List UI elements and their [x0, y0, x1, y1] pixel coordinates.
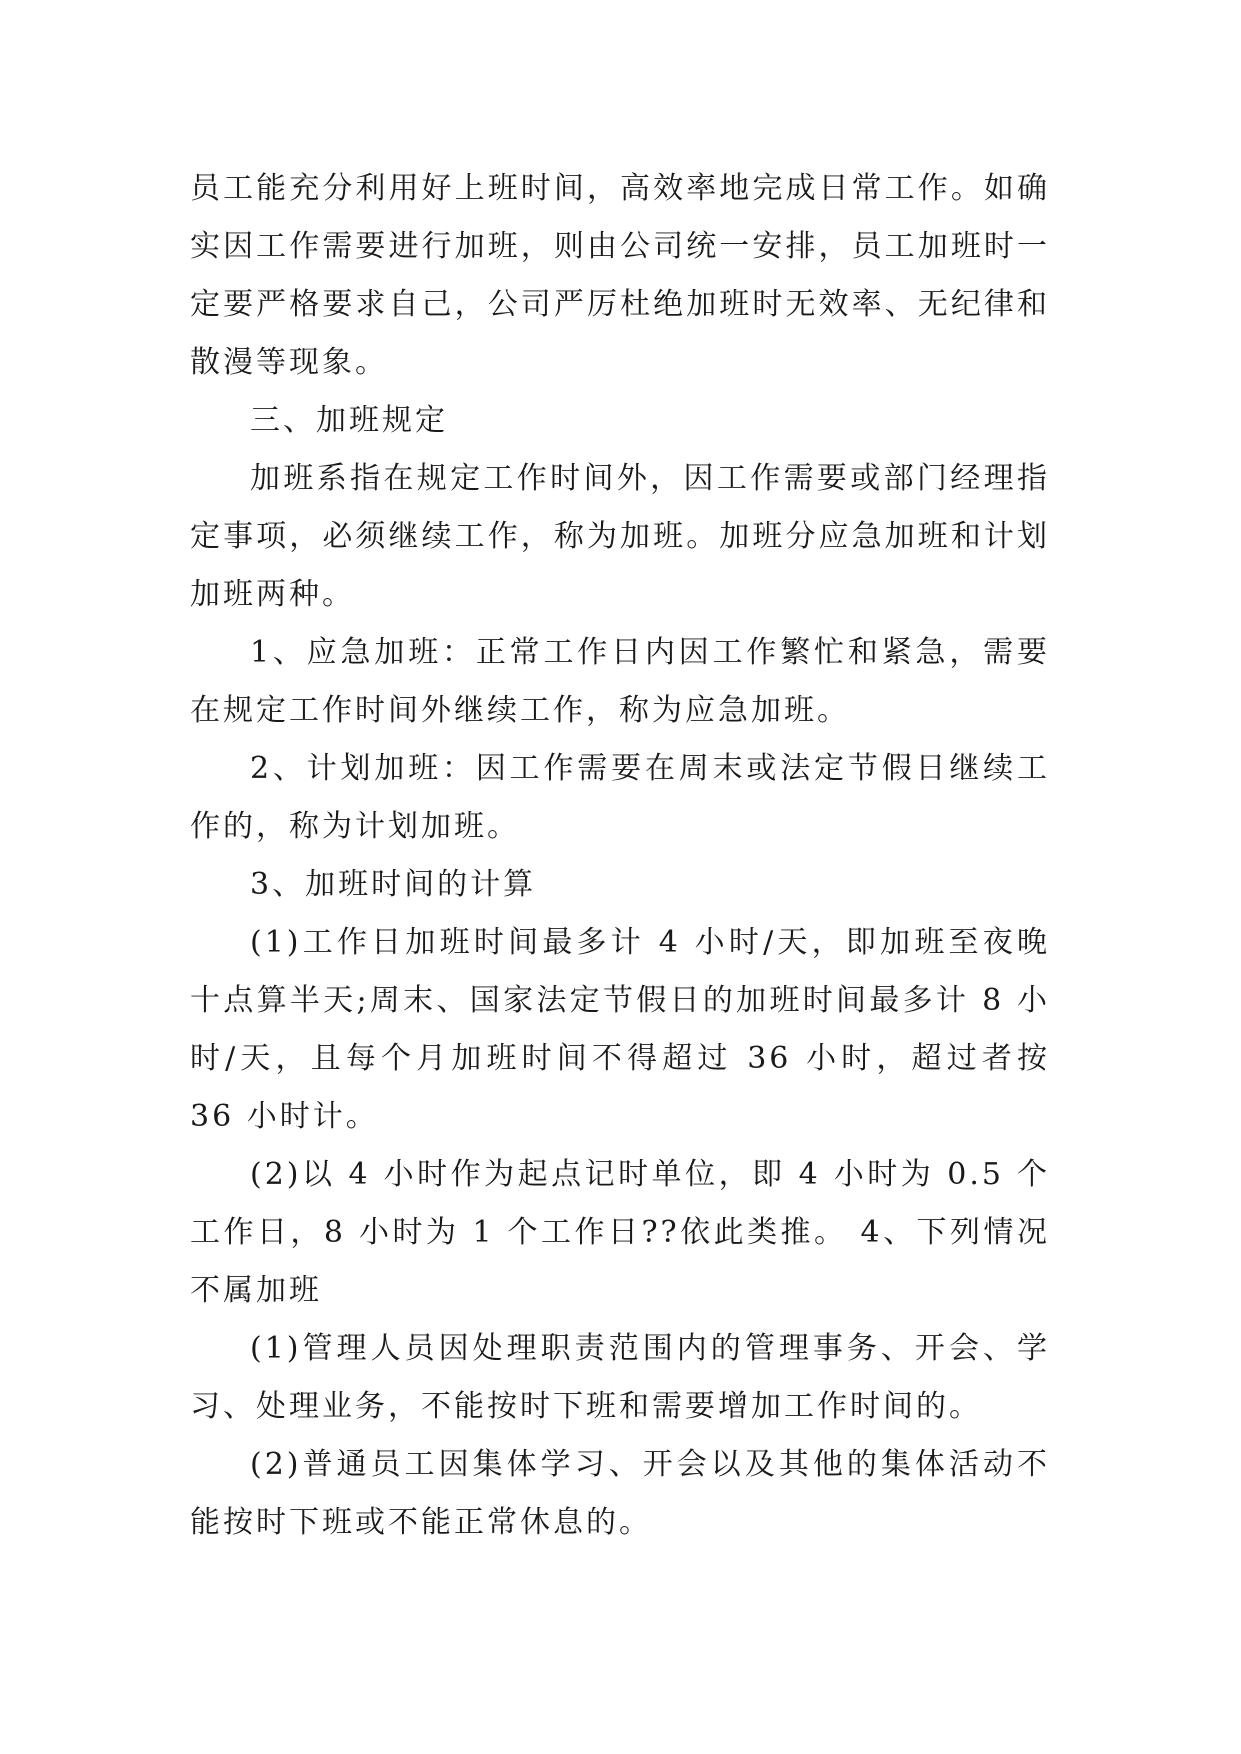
section-heading-overtime-rules: 三、加班规定 — [250, 403, 448, 438]
document-body — [190, 160, 1050, 1552]
paragraph-continuation: 员工能充分利用好上班时间，高效率地完成日常工作。如确实因工作需要进行加班，则由公司统一安排，员工加班时一定要严格要求自己，公司严厉杜绝加班时无效率、无纪律和散漫等现象。 — [190, 171, 1050, 380]
paragraph-exclusion-1: (1)管理人员因处理职责范围内的管理事务、开会、学习、处理业务，不能按时下班和需要增加工作时间的。 — [190, 1331, 1050, 1424]
paragraph-exclusion-2: (2)普通员工因集体学习、开会以及其他的集体活动不能按时下班或不能正常休息的。 — [190, 1447, 1050, 1540]
paragraph-calculation-rule-1: (1)工作日加班时间最多计 4 小时/天，即加班至夜晚十点算半天;周末、国家法定节假日的加班时间最多计 8 小时/天，且每个月加班时间不得超过 36 小时，超过者按 36 小时计。 — [190, 925, 1050, 1134]
paragraph-overtime-definition: 加班系指在规定工作时间外，因工作需要或部门经理指定事项，必须继续工作，称为加班。加班分应急加班和计划加班两种。 — [190, 461, 1050, 612]
paragraph-planned-overtime: 2、计划加班：因工作需要在周末或法定节假日继续工作的，称为计划加班。 — [190, 751, 1050, 844]
subheading-overtime-calculation: 3、加班时间的计算 — [250, 867, 537, 902]
paragraph-emergency-overtime: 1、应急加班：正常工作日内因工作繁忙和紧急，需要在规定工作时间外继续工作，称为应急加班。 — [190, 635, 1050, 728]
paragraph-calculation-rule-2: (2)以 4 小时作为起点记时单位，即 4 小时为 0.5 个工作日，8 小时为 1 个工作日??依此类推。 4、下列情况不属加班 — [190, 1157, 1050, 1308]
